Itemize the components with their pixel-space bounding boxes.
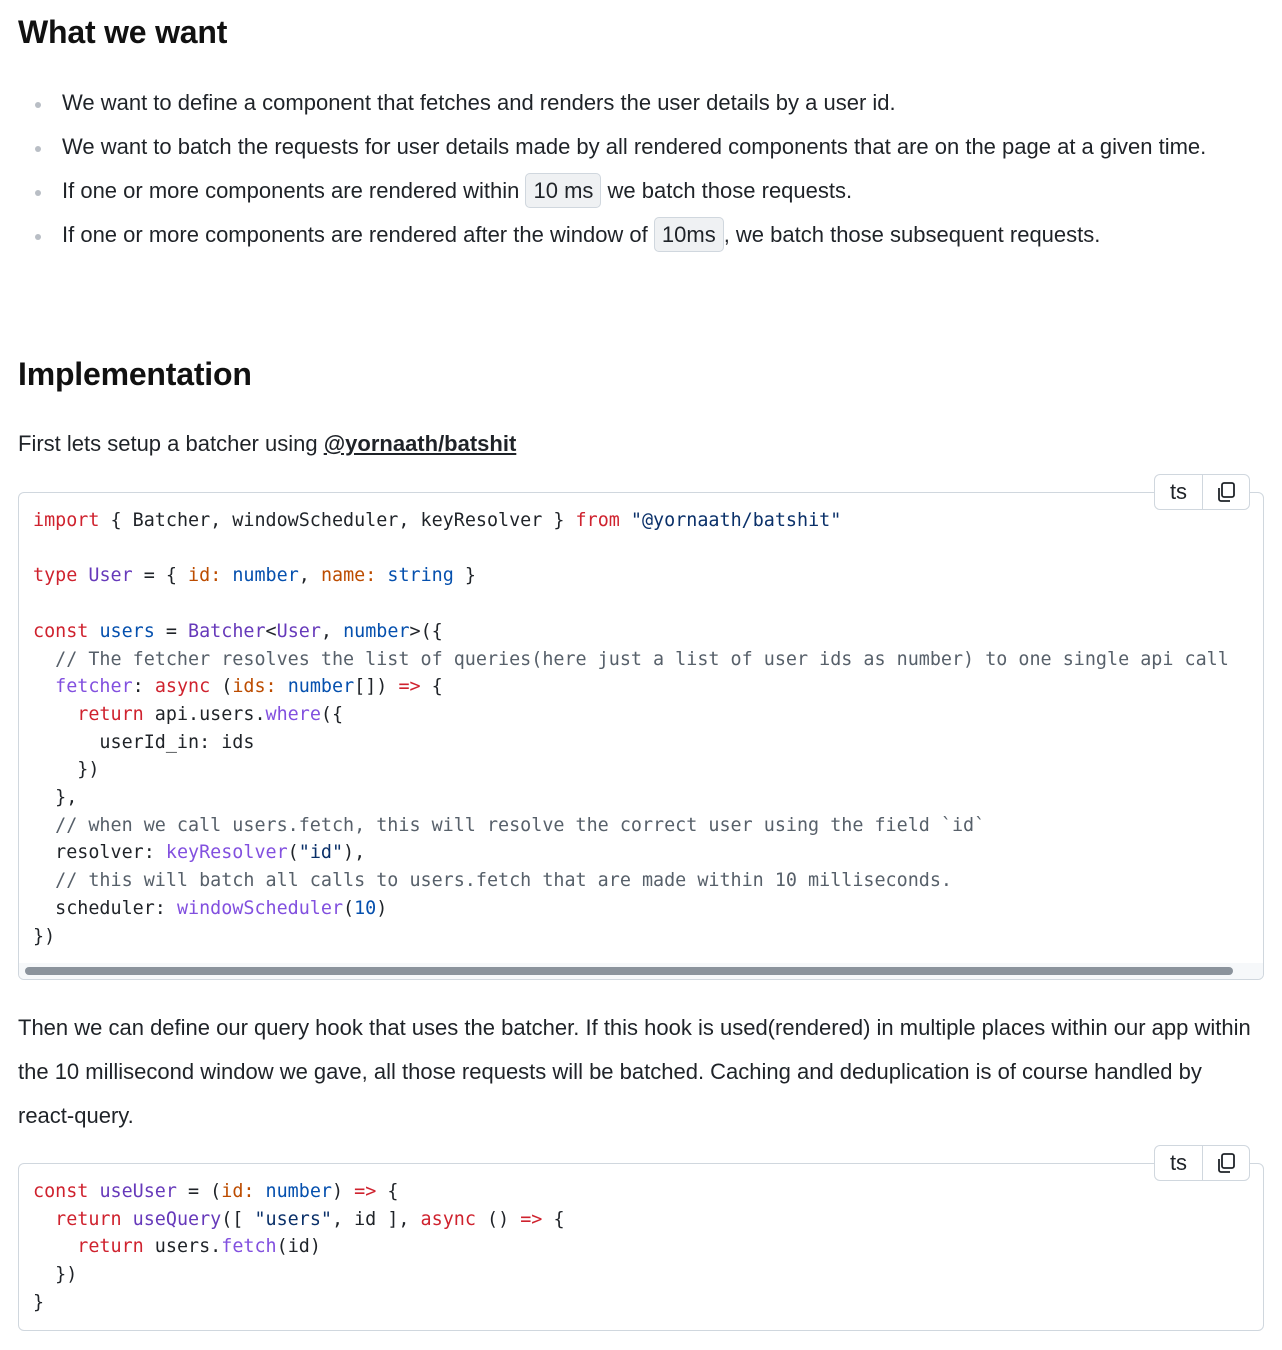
code-token: // when we call users.fetch, this will resolve the correct user using the field `id` [33,814,986,836]
language-label: ts [1155,1146,1203,1180]
code-line [33,756,1263,784]
code-token: => [354,1181,377,1202]
batshit-link[interactable]: @yornaath/batshit [323,431,517,456]
code-content [19,493,1263,950]
code-content [19,1164,1263,1317]
code-token: api.users. [143,703,266,725]
code-token: users. [143,1236,222,1258]
code-token: scheduler: [33,897,177,919]
code-token: () [475,1208,521,1230]
code-token: { [420,676,443,698]
code-token: ([ [221,1208,255,1230]
code-token: number [343,620,410,642]
code-token: name: [320,565,377,587]
code-token: id: [221,1181,255,1202]
inline-code: 10 ms [525,173,601,208]
code-line [33,1289,1263,1317]
hook-paragraph: Then we can define our query hook that uses the batcher. If this hook is used(rendered) in multiple places within our app within the 10 millisecond window we gave, all those requests will be batched. Caching and deduplication is of course handled by react-query. [18,1015,1251,1128]
code-line [33,839,1263,867]
code-token: = ( [176,1181,222,1202]
code-token: id: [188,565,222,587]
code-block-batcher [18,492,1264,980]
code-token: ), [343,842,366,864]
code-token: resolver: [33,842,166,864]
code-token: = [154,620,189,642]
code-token: }) [33,925,56,947]
code-token: => [398,676,421,698]
code-token: : [132,676,155,698]
code-line [33,1178,1263,1206]
code-token: } [33,1291,45,1313]
copy-icon [1215,1152,1237,1174]
code-token: useQuery [121,1208,222,1230]
code-token: // this will batch all calls to users.fetch that are made within 10 milliseconds. [33,870,952,892]
code-token: ( [287,842,299,864]
code-line [33,618,1263,646]
code-line [33,1261,1263,1289]
code-token: []) [354,676,399,698]
code-token: (id) [276,1236,321,1258]
code-token: fetcher [33,676,133,698]
code-toolbar [1154,1145,1250,1181]
code-token: => [520,1208,543,1230]
code-token: windowScheduler [176,897,344,919]
code-token: ids: [232,676,277,698]
code-token: ) [331,1181,355,1202]
list-item: If one or more components are rendered after the window of 10ms , we batch those subsequent requests. [62,216,1282,254]
code-token: where [265,703,321,725]
code-token: "@yornaath/batshit" [619,510,842,531]
code-token: , [298,565,321,587]
language-label: ts [1155,475,1203,509]
code-line [33,895,1263,923]
code-line [33,535,1263,563]
code-token: // The fetcher resolves the list of queries(here just a list of user ids as number) to one single api call [33,648,1229,670]
code-token: return [33,1236,144,1258]
code-token: } [453,565,476,587]
code-line [33,646,1263,674]
code-token: async [420,1208,476,1230]
code-token: < [265,620,277,642]
code-token: { [376,1181,399,1202]
code-token: number [254,1181,332,1202]
code-line [33,562,1263,590]
code-token: = { [132,565,189,587]
heading-what-we-want: What we want [18,14,228,50]
code-token: }) [33,759,100,781]
copy-button[interactable] [1203,481,1249,503]
code-token: type [33,565,78,587]
code-token: users [88,620,155,642]
code-token: , [320,620,344,642]
code-token: string [376,565,454,587]
code-line [33,1206,1263,1234]
code-line [33,784,1263,812]
code-token: number [221,565,299,587]
copy-icon [1215,481,1237,503]
copy-button[interactable] [1203,1152,1249,1174]
code-token: keyResolver [165,842,288,864]
inline-code: 10ms [654,217,724,252]
requirements-list [18,84,1282,260]
code-token: userId_in: ids [33,731,255,753]
code-token: from [575,510,620,531]
code-line [33,1233,1263,1261]
code-line [33,507,1263,535]
code-line [33,590,1263,618]
code-toolbar [1154,474,1250,510]
code-token: return [33,703,144,725]
code-token: , id ], [331,1208,421,1230]
code-line [33,812,1263,840]
code-token: import [33,510,100,531]
heading-implementation: Implementation [18,356,252,392]
code-token: }) [33,1264,78,1286]
list-item: We want to batch the requests for user details made by all rendered components that are on the page at a given time. [62,128,1282,166]
code-line [33,673,1263,701]
code-token: "id" [298,842,344,864]
code-token: "users" [254,1208,332,1230]
code-token: Batcher [188,620,266,642]
code-token: ( [210,676,233,698]
code-block-use-user [18,1163,1264,1331]
code-token: { Batcher, windowScheduler, keyResolver } [99,510,576,531]
code-token: return [33,1208,122,1230]
code-token: User [77,565,133,587]
code-token: number [276,676,355,698]
horizontal-scrollbar[interactable] [25,967,1233,975]
intro-paragraph: First lets setup a batcher using @yornaath/batshit [18,431,517,456]
code-token: async [154,676,211,698]
code-token: ({ [320,703,344,725]
list-item: If one or more components are rendered within 10 ms we batch those requests. [62,172,1282,210]
code-line [33,729,1263,757]
code-token: >({ [409,620,443,642]
code-token: User [276,620,321,642]
code-token: const [33,1181,89,1202]
code-token: ( [343,897,355,919]
code-token: 10 [354,897,377,919]
list-item: We want to define a component that fetches and renders the user details by a user id. [62,84,1282,122]
code-token: }, [33,787,78,809]
code-token: fetch [221,1236,277,1258]
code-line [33,867,1263,895]
code-token: const [33,620,89,642]
code-token: useUser [88,1181,177,1202]
code-line [33,701,1263,729]
code-token: ) [376,897,388,919]
code-line [33,923,1263,951]
code-token: { [542,1208,565,1230]
